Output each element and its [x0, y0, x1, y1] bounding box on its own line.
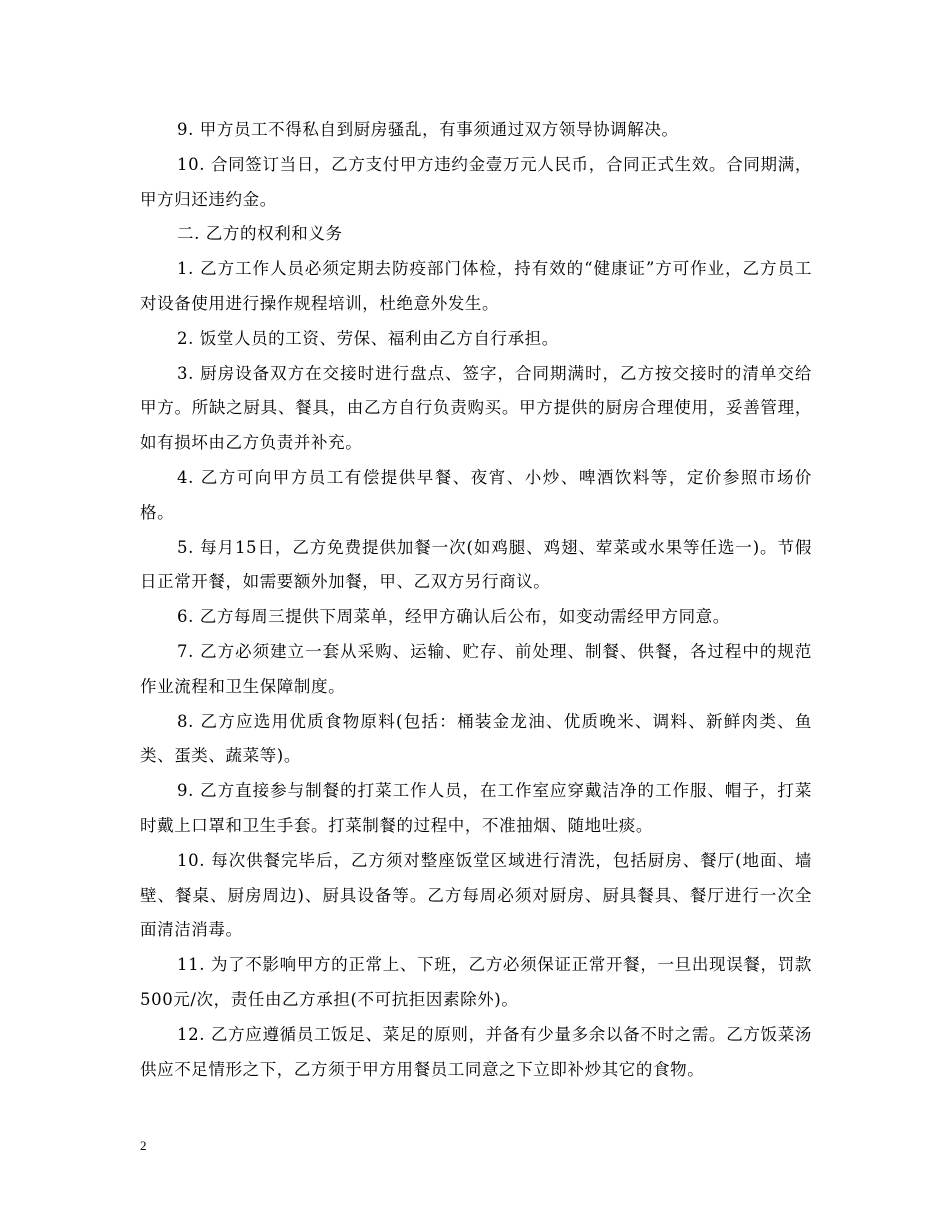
clause-11-party-b: 11. 为了不影响甲方的正常上、下班，乙方必须保证正常开餐，一旦出现误餐，罚款500元/次，责任由乙方承担(不可抗拒因素除外)。 — [140, 955, 812, 1009]
clause-9-party-b: 9. 乙方直接参与制餐的打菜工作人员，在工作室应穿戴洁净的工作服、帽子，打菜时戴上口罩和卫生手套。打菜制餐的过程中，不准抽烟、随地吐痰。 — [140, 781, 812, 835]
clause-1-party-b: 1. 乙方工作人员必须定期去防疫部门体检，持有效的“健康证”方可作业，乙方员工对设备使用进行操作规程培训，杜绝意外发生。 — [140, 259, 812, 313]
clause-8-party-b: 8. 乙方应选用优质食物原料(包括：桶装金龙油、优质晚米、调料、新鲜肉类、鱼类、蛋类、蔬菜等)。 — [140, 711, 812, 766]
section-heading-party-b: 二. 乙方的权利和义务 — [177, 224, 343, 244]
clause-10-party-a: 10. 合同签订当日，乙方支付甲方违约金壹万元人民币，合同正式生效。合同期满，甲方归还违约金。 — [140, 154, 812, 209]
clause-2-party-b: 2. 饭堂人员的工资、劳保、福利由乙方自行承担。 — [177, 328, 559, 348]
document-body — [140, 113, 812, 1087]
clause-3-party-b: 3. 厨房设备双方在交接时进行盘点、签字，合同期满时，乙方按交接时的清单交给甲方。所缺之厨具、餐具，由乙方自行负责购买。甲方提供的厨房合理使用，妥善管理，如有损坏由乙方负责并补充。 — [140, 363, 812, 453]
clause-4-party-b: 4. 乙方可向甲方员工有偿提供早餐、夜宵、小炒、啤酒饮料等，定价参照市场价格。 — [140, 467, 812, 522]
clause-7-party-b: 7. 乙方必须建立一套从采购、运输、贮存、前处理、制餐、供餐，各过程中的规范作业流程和卫生保障制度。 — [140, 641, 812, 696]
page-number: 2 — [140, 1138, 147, 1153]
clause-9-party-a: 9. 甲方员工不得私自到厨房骚乱，有事须通过双方领导协调解决。 — [177, 120, 679, 139]
clause-10-party-b: 10. 每次供餐完毕后，乙方须对整座饭堂区域进行清洗，包括厨房、餐厅(地面、墙壁、餐桌、厨房周边)、厨具设备等。乙方每周必须对厨房、厨具餐具、餐厅进行一次全面清洁消毒。 — [140, 850, 812, 940]
clause-5-party-b: 5. 每月15日，乙方免费提供加餐一次(如鸡腿、鸡翅、荤菜或水果等任选一)。节假日正常开餐，如需要额外加餐，甲、乙双方另行商议。 — [140, 537, 812, 592]
clause-6-party-b: 6. 乙方每周三提供下周菜单，经甲方确认后公布，如变动需经甲方同意。 — [177, 607, 730, 627]
clause-12-party-b: 12. 乙方应遵循员工饭足、菜足的原则，并备有少量多余以备不时之需。乙方饭菜汤供应不足情形之下，乙方须于甲方用餐员工同意之下立即补炒其它的食物。 — [140, 1024, 812, 1079]
